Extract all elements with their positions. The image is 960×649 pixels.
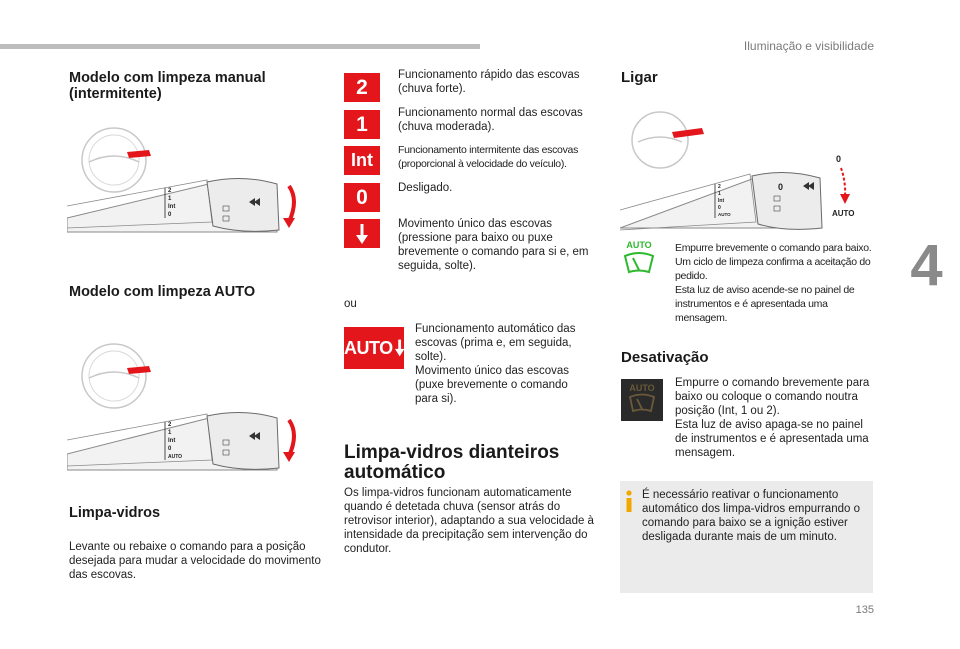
auto-warning-label: AUTO <box>626 240 652 250</box>
manual-lever-illustration <box>67 122 311 234</box>
ligar-position-zero: 0 <box>836 154 842 164</box>
auto-wiper-off-icon <box>621 379 663 421</box>
badge-off: 0 <box>344 183 380 212</box>
lever-label-auto: AUTO <box>168 454 183 460</box>
section-title: Iluminação e visibilidade <box>743 39 874 53</box>
header-bar <box>0 44 480 49</box>
lever-label-1: 1 <box>168 196 172 202</box>
position-0-text: Desligado. <box>398 182 453 194</box>
auto-model-title: Modelo com limpeza AUTO <box>69 284 256 300</box>
auto-wipers-text: Os limpa-vidros funcionam automaticamente quando é detetada chuva (sensor atrás do retrovisor interior), adaptando a sua velocidade à intensidade da precipitação sem intervenção do condutor. <box>344 487 594 555</box>
down-arrow-icon <box>395 339 404 357</box>
lever-label-int: Int <box>168 438 176 444</box>
windshield-wiper-icon <box>621 250 657 276</box>
badge-intermittent: Int <box>344 146 380 175</box>
ligar-title: Ligar <box>621 69 658 86</box>
lever-label-0: 0 <box>718 205 721 211</box>
single-wipe-text: Movimento único das escovas (pressione para baixo ou puxe brevemente o comando para si e, em seguida, solte). <box>398 218 589 272</box>
lever-label-auto: AUTO <box>718 212 731 217</box>
lever-label-0: 0 <box>168 212 172 218</box>
badge-speed-1: 1 <box>344 110 380 139</box>
desativacao-text: Empurre o comando brevemente para baixo ou coloque o comando noutra posição (Int, 1 ou 2). Esta luz de aviso apaga-se no painel de instrumentos e é apresentada uma mensagem. <box>675 377 870 459</box>
auto-function-text: Funcionamento automático das escovas (prima e, em seguida, solte). Movimento único das escovas (puxe brevemente o comando para si). <box>415 323 576 405</box>
lever-label-int: Int <box>718 198 725 204</box>
wiper-title: Limpa-vidros <box>69 505 161 521</box>
lever-label-1: 1 <box>168 430 172 436</box>
position-int-text: Funcionamento intermitente das escovas (proporcional à velocidade do veículo). <box>398 144 579 170</box>
ligar-lever-illustration <box>620 110 872 235</box>
windshield-wiper-off-icon <box>621 393 663 419</box>
auto-badge-label: AUTO <box>344 337 393 358</box>
auto-lever-illustration <box>67 338 311 473</box>
page-number: 135 <box>855 604 874 616</box>
desativacao-title: Desativação <box>621 349 709 366</box>
or-text: ou <box>344 298 357 310</box>
lever-label-2: 2 <box>168 188 172 194</box>
wiper-text: Levante ou rebaixe o comando para a posição desejada para mudar a velocidade do movimento das escovas. <box>69 541 321 581</box>
auto-off-label: AUTO <box>629 383 655 393</box>
auto-wiper-warning-icon <box>621 240 657 280</box>
position-1-text: Funcionamento normal das escovas (chuva moderada). <box>398 107 583 133</box>
manual-model-title: Modelo com limpeza manual (intermitente) <box>69 70 266 102</box>
info-text: É necessário reativar o funcionamento automático dos limpa-vidros empurrando o comando para baixo se a ignição estiver desligada durante mais de um minuto. <box>642 489 860 543</box>
ligar-text: Empurre brevemente o comando para baixo. Um ciclo de limpeza confirma a aceitação do pedido. Esta luz de aviso acende-se no painel de instrumentos e é apresentada uma mensagem. <box>675 242 872 324</box>
lever-label-1: 1 <box>718 191 721 197</box>
ligar-lever-zero: 0 <box>778 182 784 192</box>
lever-label-2: 2 <box>718 184 721 190</box>
auto-badge <box>344 327 404 369</box>
chapter-number: 4 <box>910 233 943 298</box>
down-arrow-icon <box>344 219 380 248</box>
ligar-position-auto: AUTO <box>832 209 855 218</box>
auto-wipers-title: Limpa-vidros dianteiros automático <box>344 442 560 483</box>
lever-label-0: 0 <box>168 446 172 452</box>
lever-label-2: 2 <box>168 422 172 428</box>
lever-label-int: Int <box>168 204 176 210</box>
badge-speed-2: 2 <box>344 73 380 102</box>
info-icon <box>624 490 634 512</box>
position-2-text: Funcionamento rápido das escovas (chuva forte). <box>398 69 580 95</box>
